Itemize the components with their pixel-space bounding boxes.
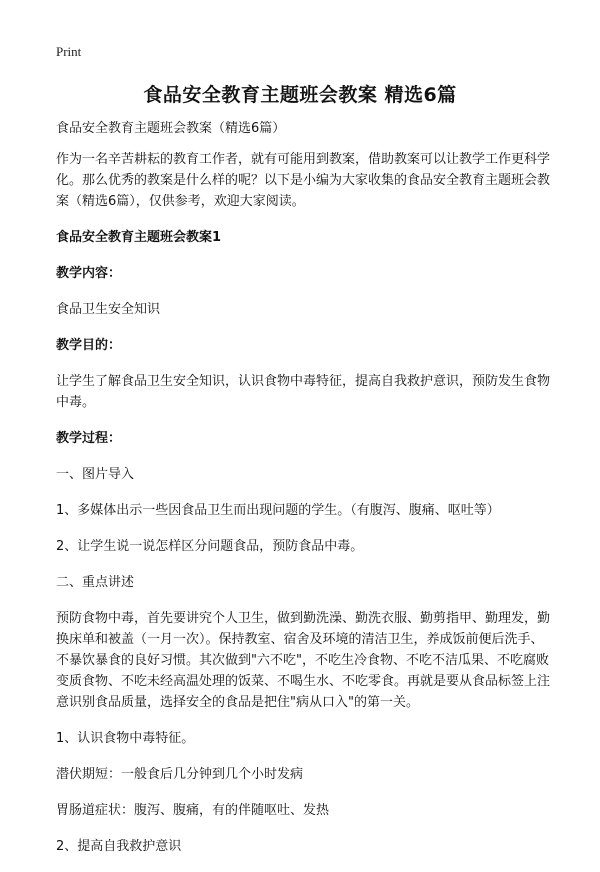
teaching-content-heading: 教学内容：: [56, 266, 122, 281]
symptoms-text: 胃肠道症状：腹泻、腹痛，有的伴随呕吐、发热: [56, 803, 330, 818]
step-one-item-2: 2、让学生说一说怎样区分问题食品，预防食品中毒。: [56, 539, 364, 554]
step-two-heading: 二、重点讲述: [56, 575, 135, 590]
document-subtitle: 食品安全教育主题班会教案（精选6篇）: [56, 121, 286, 136]
intro-paragraph: 作为一名辛苦耕耘的教育工作者，就有可能用到教案，借助教案可以让教学工作更科学化。那么优秀的教案是什么样的呢？以下是小编为大家收集的食品安全教育主题班会教案（精选6篇），仅供参考，欢迎大家阅读。: [56, 152, 551, 209]
section-title: 食品安全教育主题班会教案1: [56, 230, 222, 245]
page-title: 食品安全教育主题班会教案 精选6篇: [143, 84, 457, 106]
document-body: [56, 118, 556, 872]
incubation-text: 潜伏期短：一般食后几分钟到几个小时发病: [56, 767, 304, 782]
teaching-goal-text: 让学生了解食品卫生安全知识，认识食物中毒特征，提高自我救护意识，预防发生食物中毒。: [56, 374, 551, 410]
step-one-heading: 一、图片导入: [56, 467, 135, 482]
print-link[interactable]: Print: [56, 44, 82, 59]
step-one-item-1: 1、多媒体出示一些因食品卫生而出现问题的学生。（有腹泻、腹痛、呕吐等）: [56, 503, 500, 518]
step-two-paragraph: 预防食物中毒，首先要讲究个人卫生，做到勤洗澡、勤洗衣服、勤剪指甲、勤理发，勤换床单和被盖（一月一次）。保持教室、宿舍及环境的清洁卫生，养成饭前便后洗手、不暴饮暴食的良好习惯。其次做到"六不吃"，不吃生冷食物、不吃不洁瓜果、不吃腐败变质食物、不吃未经高温处理的饭菜、不喝生水、不吃零食。再就是要从食品标签上注意识别食品质量，选择安全的食品是把住"病从口入"的第一关。: [56, 611, 551, 710]
step-two-item-2: 2、提高自我救护意识: [56, 839, 182, 854]
teaching-content-text: 食品卫生安全知识: [56, 302, 161, 317]
teaching-process-heading: 教学过程：: [56, 431, 122, 446]
step-two-item-1: 1、认识食物中毒特征。: [56, 731, 195, 746]
teaching-goal-heading: 教学目的：: [56, 338, 122, 353]
